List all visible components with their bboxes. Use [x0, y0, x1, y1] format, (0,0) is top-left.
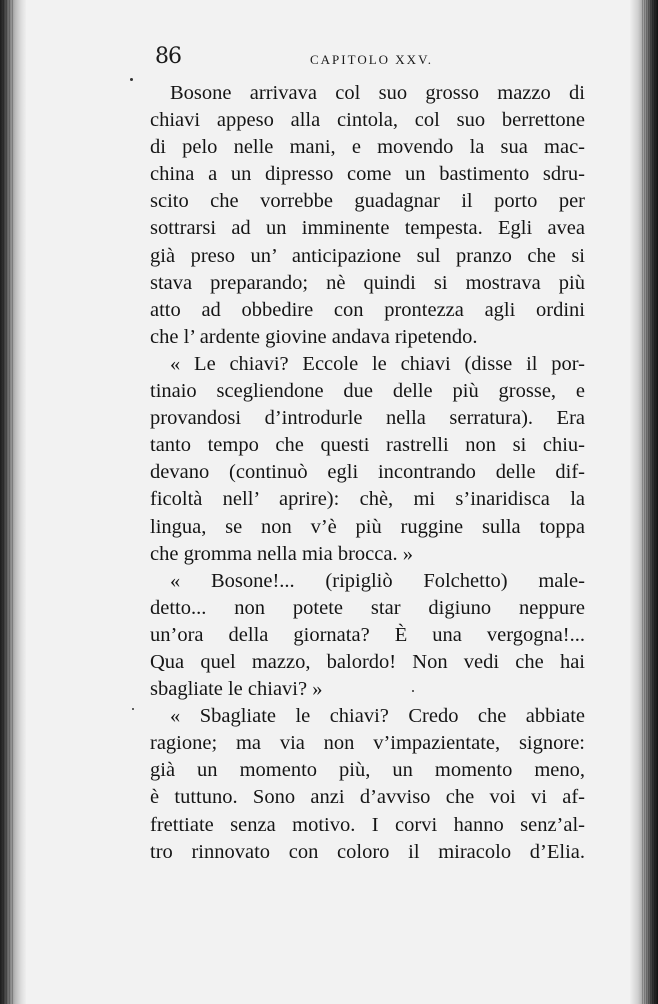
text-line: sottrarsi ad un imminente tempesta. Egli avea	[150, 217, 585, 240]
text-line: Bosone arrivava col suo grosso mazzo di	[170, 82, 585, 104]
text-line: provandosi d’introdurle nella serratura). Era	[150, 407, 585, 430]
text-line: già un momento più, un momento meno,	[150, 759, 585, 782]
text-line: che l’ ardente giovine andava ripetendo.	[150, 325, 478, 348]
text-line: tanto tempo che questi rastrelli non si chiu-	[150, 434, 585, 457]
text-line: ragione; ma via non v’impazientate, signore:	[150, 732, 585, 755]
text-line: un’ora della giornata? È una vergogna!...	[150, 623, 585, 646]
text-line: scito che vorrebbe guadagnar il porto per	[150, 190, 585, 213]
text-line: china a un dipresso come un bastimento sdru-	[150, 163, 585, 186]
text-line: stava preparando; nè quindi si mostrava più	[150, 271, 585, 294]
body-text	[150, 80, 585, 866]
text-line: tinaio scegliendone due delle più grosse, e	[150, 380, 585, 403]
text-line: Qua quel mazzo, balordo! Non vedi che hai	[150, 650, 585, 673]
text-line: che gromma nella mia brocca. »	[150, 542, 413, 565]
text-line: detto... non potete star digiuno neppure	[150, 596, 585, 619]
text-line: di pelo nelle mani, e movendo la sua mac-	[150, 136, 585, 159]
text-line: chiavi appeso alla cintola, col suo berrettone	[150, 109, 585, 132]
text-line: frettiate senza motivo. I corvi hanno senz’al-	[150, 813, 585, 836]
text-line: lingua, se non v’è più ruggine sulla toppa	[150, 515, 585, 538]
ink-speck	[132, 708, 134, 710]
ink-speck	[130, 78, 133, 81]
text-line: « Sbagliate le chiavi? Credo che abbiate	[170, 705, 585, 728]
text-line: sbagliate le chiavi? »	[150, 678, 323, 701]
text-line: tro rinnovato con coloro il miracolo d’Elia.	[150, 840, 585, 863]
text-line: ficoltà nell’ aprire): chè, mi s’inaridisca la	[150, 488, 585, 511]
text-line: « Le chiavi? Eccole le chiavi (disse il por-	[170, 352, 585, 375]
running-head: CAPITOLO XXV.	[310, 52, 434, 67]
page-edge-texture	[642, 0, 656, 1004]
text-line: è tuttuno. Sono anzi d’avviso che voi vi af-	[150, 786, 585, 809]
text-line: già preso un’ anticipazione sul pranzo che si	[150, 244, 585, 267]
page-header	[155, 44, 595, 76]
text-line: atto ad obbedire con prontezza agli ordini	[150, 298, 585, 321]
text-line: « Bosone!... (ripigliò Folchetto) male-	[170, 569, 585, 592]
page-number: 86	[155, 44, 181, 69]
text-line: devano (continuò egli incontrando delle dif-	[150, 461, 585, 484]
binding-gutter-texture	[3, 0, 15, 1004]
